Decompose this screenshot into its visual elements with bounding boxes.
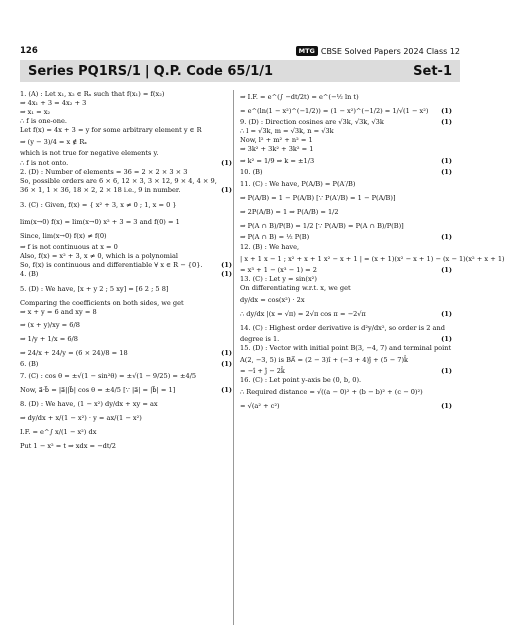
- solution-line: [20, 299, 232, 308]
- solution-line: [240, 275, 452, 284]
- solution-line: [240, 145, 452, 154]
- solution-text: = e^(ln(1 − x²)^(−1/2)) = (1 − x²)^(−1/2) = 1/√(1 − x²): [240, 107, 429, 115]
- solution-line: [240, 118, 452, 127]
- solution-text: ⇒ 24/x + 24/y = (6 × 24)/8 = 18: [20, 348, 128, 357]
- solution-line: [240, 219, 452, 233]
- solution-text: 15. (D) : Vector with initial point B(3, −4, 7) and terminal point: [240, 344, 452, 353]
- solution-line: [20, 117, 232, 126]
- solution-text: | x + 1 x − 1 ; x² + x + 1 x² − x + 1 | = (x + 1)(x² − x + 1) − (x − 1)(x² + x + 1): [240, 254, 505, 263]
- solution-text: ∴ f is not onto.: [20, 158, 69, 167]
- solution-line: [20, 383, 232, 397]
- mark-allotment: (1): [439, 104, 452, 118]
- solution-line: [240, 266, 452, 275]
- solution-text: Let f(x) = 4x + 3 = y for some arbitrary element y ∈ R: [20, 126, 202, 135]
- solution-line: [20, 369, 232, 383]
- solution-text: = √(a² + c²): [240, 402, 280, 411]
- solution-text: Put 1 − x² = t ⇒ xdx = −dt/2: [20, 441, 116, 450]
- solution-text: 8. (D) : We have, (1 − x²) dy/dx + xy = ax: [20, 399, 158, 408]
- solution-line: [20, 177, 232, 186]
- solution-line: [240, 168, 452, 177]
- solution-text: 4. (B): [20, 270, 39, 279]
- solution-line: [20, 425, 232, 439]
- solution-text: Comparing the coefficients on both sides, we get: [20, 299, 184, 308]
- mark-allotment: (1): [439, 399, 452, 413]
- mark-allotment: (1): [221, 359, 232, 368]
- solution-line: [20, 270, 232, 279]
- solution-text: Since, lim(x→0) f(x) ≠ f(0): [20, 231, 107, 240]
- solution-text: ∴ f is one-one.: [20, 117, 67, 126]
- solution-text: So, possible orders are 6 × 6, 12 × 3, 3 × 12, 9 × 4, 4 × 9,: [20, 176, 217, 185]
- solution-line: [20, 308, 232, 317]
- solution-line: [20, 168, 232, 177]
- solution-text: ⇒ dy/dx + x/(1 − x²) · y = ax/(1 − x²): [20, 413, 142, 422]
- solution-text: ∴ l = √3k, m = √3k, n = √3k: [240, 127, 334, 136]
- solution-text: 13. (C) : Let y = sin(x²): [240, 274, 317, 283]
- solution-text: ⇒ (y − 3)/4 = x ∉ Rₓ: [20, 138, 88, 147]
- mark-allotment: (1): [441, 233, 452, 242]
- solution-line: [240, 284, 452, 293]
- solution-text: 7. (C) : cos θ = ±√(1 − sin²θ) = ±√(1 − 9/25) = ±4/5: [20, 371, 197, 380]
- qp-code-label: Q.P. Code 65/1/1: [153, 63, 274, 79]
- solution-text: ⇒ (x + y)/xy = 6/8: [20, 320, 80, 329]
- solution-text: Also, f(x) = x² + 3, x ≠ 0, which is a polynomial: [20, 252, 179, 261]
- solution-text: ∴ Required distance = √((a − 0)² + (b − b)² + (c − 0)²): [240, 388, 423, 397]
- solution-text: 12. (B) : We have,: [240, 242, 300, 251]
- solution-line: [20, 195, 232, 215]
- solution-line: [240, 233, 452, 242]
- solution-line: [20, 108, 232, 117]
- solution-line: [240, 191, 452, 205]
- solution-text: 1. (A) : Let x₁, x₂ ∈ Rₓ such that f(x₁) = f(x₂): [20, 90, 165, 98]
- solution-text: 9. (D) : Direction cosines are √3k, √3k, √3k: [240, 118, 384, 126]
- solution-line: [240, 205, 452, 219]
- solution-line: [20, 360, 232, 369]
- solution-line: [240, 90, 452, 104]
- series-label: Series PQ1RS/1: [28, 63, 141, 79]
- mark-allotment: (1): [441, 334, 452, 343]
- solution-line: [20, 439, 232, 453]
- column-divider: [233, 90, 234, 625]
- solution-text: = x³ + 1 − (x³ − 1) = 2: [240, 265, 317, 274]
- solution-line: [240, 154, 452, 168]
- solution-text: ⇒ x + y = 6 and xy = 8: [20, 308, 97, 317]
- mark-allotment: (1): [219, 346, 232, 360]
- solution-text: 14. (C) : Highest order derivative is d²y/dx², so order is 2 and: [240, 323, 445, 332]
- solution-text: A(2, −3, 5) is BA⃗ = (2 − 3)î + (−3 + 4)ĵ + (5 − 7)k̂: [240, 356, 409, 365]
- solution-line: [20, 346, 232, 360]
- solution-line: [240, 335, 452, 344]
- solution-line: [240, 399, 452, 413]
- solution-line: [20, 90, 232, 99]
- solution-text: On differentiating w.r.t. x, we get: [240, 283, 351, 292]
- set-label: Set-1: [413, 63, 452, 79]
- mark-allotment: (1): [441, 265, 452, 274]
- solution-line: [20, 149, 232, 158]
- mark-allotment: (1): [439, 307, 452, 321]
- mark-allotment: (1): [221, 261, 232, 270]
- solution-text: ⇒ I.F. = e^(∫ −dt/2t) = e^(−½ ln t): [240, 93, 359, 101]
- solution-line: [240, 367, 452, 376]
- solution-text: ⇒ 2P(A/B) = 1 ⇒ P(A/B) = 1/2: [240, 208, 339, 217]
- solution-line: [20, 215, 232, 229]
- solution-text: ⇒ 3k² + 3k² + 3k² = 1: [240, 145, 314, 154]
- solution-line: [240, 344, 452, 353]
- solution-line: [240, 127, 452, 136]
- left-solution-column: [20, 90, 232, 453]
- solution-line: [20, 411, 232, 425]
- solution-text: 6. (B): [20, 359, 39, 368]
- solution-line: [240, 136, 452, 145]
- bar-separator: |: [144, 63, 150, 79]
- solution-line: [240, 321, 452, 335]
- solution-line: [20, 261, 232, 270]
- mark-allotment: (1): [441, 367, 452, 376]
- mark-allotment: (1): [441, 118, 452, 126]
- solution-text: = −î + ĵ − 2k̂: [240, 367, 285, 376]
- solution-text: ⇒ k² = 1/9 ⇒ k = ±1/3: [240, 157, 315, 166]
- solution-text: dy/dx = cos(x²) · 2x: [240, 295, 305, 304]
- solution-line: [20, 99, 232, 108]
- solution-line: [240, 293, 452, 307]
- mark-allotment: (1): [219, 383, 232, 397]
- solution-text: 3. (C) : Given, f(x) = { x² + 3, x ≠ 0 ; 1, x = 0 }: [20, 200, 177, 209]
- solution-text: Now, l² + m² + n² = 1: [240, 136, 313, 145]
- solution-line: [20, 229, 232, 243]
- mark-allotment: (1): [439, 154, 452, 168]
- solution-line: [20, 126, 232, 135]
- book-title: CBSE Solved Papers 2024 Class 12: [320, 46, 460, 56]
- solution-line: [240, 252, 505, 266]
- publisher-logo: MTG: [296, 46, 318, 56]
- series-bar: [20, 60, 460, 82]
- solution-text: 11. (C) : We have, P(A/B) = P(A′/B): [240, 180, 356, 189]
- solution-line: [240, 177, 452, 191]
- solution-line: [240, 353, 452, 367]
- solution-text: ⇒ x₁ = x₂: [20, 108, 51, 117]
- mark-allotment: (1): [441, 168, 452, 177]
- solution-text: ⇒ P(A ∩ B) = ½ P(B): [240, 233, 310, 242]
- solution-line: [20, 318, 232, 332]
- solution-line: [20, 252, 232, 261]
- solution-text: degree is 1.: [240, 334, 280, 343]
- solution-line: [240, 104, 452, 118]
- solution-text: ⇒ 4x₁ + 3 = 4x₂ + 3: [20, 99, 87, 108]
- solution-text: ⇒ 1/y + 1/x = 6/8: [20, 334, 78, 343]
- solution-text: lim(x→0) f(x) = lim(x→0) x² + 3 = 3 and f(0) = 1: [20, 217, 180, 226]
- solution-text: 5. (D) : We have, [x + y 2 ; 5 xy] = [6 2 ; 5 8]: [20, 285, 169, 294]
- solution-text: I.F. = e^∫ x/(1 − x²) dx: [20, 427, 97, 436]
- solution-text: ∴ dy/dx |(x = √π) = 2√π cos π = −2√π: [240, 309, 366, 318]
- solution-text: 2. (D) : Number of elements = 36 = 2 × 2 × 3 × 3: [20, 167, 188, 176]
- solution-line: [20, 186, 232, 195]
- solution-line: [240, 243, 452, 252]
- page-number: 126: [20, 46, 38, 56]
- solution-line: [20, 159, 232, 168]
- solution-text: ⇒ f is not continuous at x = 0: [20, 242, 118, 251]
- mark-allotment: (1): [221, 185, 232, 194]
- solution-line: [240, 385, 452, 399]
- solution-text: Now, a⃗·b⃗ = |a⃗||b⃗| cos θ = ±4/5 [∵ |a⃗| = |b⃗| = 1]: [20, 385, 176, 394]
- solution-text: 36 × 1, 1 × 36, 18 × 2, 2 × 18 i.e., 9 in number.: [20, 185, 181, 194]
- solution-line: [20, 243, 232, 252]
- solution-line: [20, 397, 232, 411]
- mark-allotment: (1): [221, 158, 232, 167]
- solution-text: 10. (B): [240, 168, 263, 177]
- solution-text: 16. (C) : Let point y-axis be (0, b, 0).: [240, 376, 362, 385]
- solution-text: ⇒ P(A ∩ B)/P(B) = 1/2 [∵ P(A/B) = P(A ∩ B)/P(B)]: [240, 222, 404, 231]
- solution-line: [240, 376, 452, 385]
- solution-line: [20, 135, 232, 149]
- solution-text: ⇒ P(A/B) = 1 − P(A/B) [∵ P(A′/B) = 1 − P(A/B)]: [240, 194, 396, 203]
- page-header: [20, 44, 460, 60]
- book-brand: [296, 46, 460, 56]
- solution-line: [20, 332, 232, 346]
- solution-line: [240, 307, 452, 321]
- solution-text: So, f(x) is continuous and differentiable ∀ x ∈ R − {0}.: [20, 261, 203, 270]
- right-solution-column: [240, 90, 505, 413]
- solution-line: [20, 279, 232, 299]
- solution-text: which is not true for negative elements y.: [20, 149, 159, 158]
- mark-allotment: (1): [221, 270, 232, 279]
